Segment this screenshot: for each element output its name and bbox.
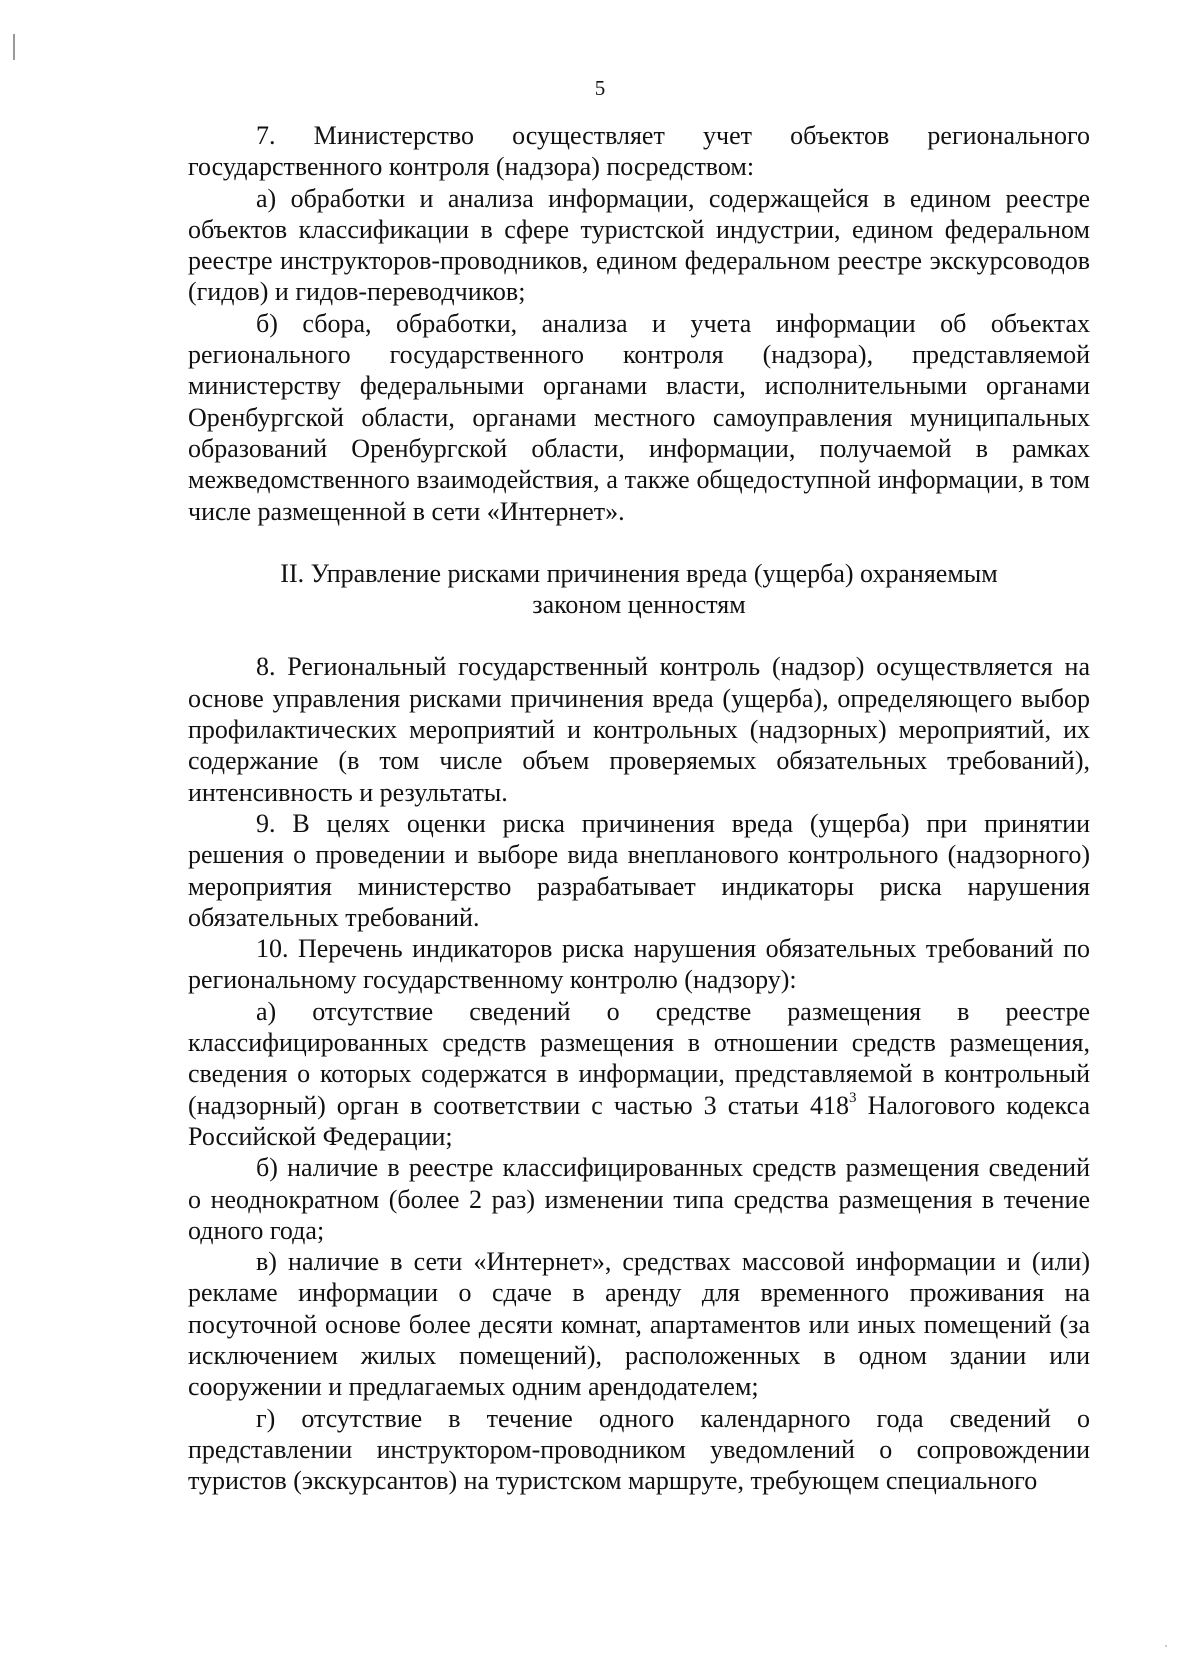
spacer xyxy=(188,620,1090,651)
paragraph-10a xyxy=(188,996,1090,1152)
paragraph-9: 9. В целях оценки риска причинения вреда (ущерба) при принятии решения о проведении и выборе вида внепланового контрольного (надзорного) мероприятия министерство разрабатывает индикаторы риска нарушения обязательных требований. xyxy=(188,808,1090,932)
paragraph-7a: а) обработки и анализа информации, содержащейся в едином реестре объектов классификации в сфере туристской индустрии, едином федеральном реестре инструкторов-проводников, едином федеральном реестре экскурсоводов (гидов) и гидов-переводчиков; xyxy=(188,183,1090,307)
paragraph-7: 7. Министерство осуществляет учет объектов регионального государственного контроля (надзора) посредством: xyxy=(188,121,1090,182)
paragraph-8: 8. Региональный государственный контроль (надзор) осуществляется на основе управления рисками причинения вреда (ущерба), определяющего выбор профилактических мероприятий и контрольных (надзорных) мероприятий, их содержание (в том числе объем проверяемых обязательных требований), интенсивность и результаты. xyxy=(188,652,1090,807)
item-a-text: а) отсутствие сведений о средстве размещения в реестре классифицированных средств размещения в отношении средств размещения, сведения о которых содержатся в информации, представляемой в контрольный (надзорный) орган в соответствии с частью 3 статьи 418 xyxy=(188,996,1090,1120)
paragraph-10b: б) наличие в реестре классифицированных средств размещения сведений о неоднократном (более 2 раз) изменении типа средства размещения в течение одного года; xyxy=(188,1153,1090,1245)
paragraph-10: 10. Перечень индикаторов риска нарушения обязательных требований по региональному государственному контролю (надзору): xyxy=(188,934,1090,995)
document-body xyxy=(188,120,1090,1496)
paragraph-7b: б) сбора, обработки, анализа и учета информации об объектах регионального государственного контроля (надзора), представляемой министерству федеральными органами власти, исполнительными органами Оренбургской области, органами местного самоуправления муниципальных образований Оренбургской области, информации, получаемой в рамках межведомственного взаимодействия, а также общедоступной информации, в том числе размещенной в сети «Интернет». xyxy=(188,308,1090,526)
section-heading: II. Управление рисками причинения вреда (ущерба) охраняемым законом ценностям xyxy=(280,558,998,620)
page-number: 5 xyxy=(594,76,606,100)
scan-speck xyxy=(1165,1645,1167,1647)
paragraph-10g: г) отсутствие в течение одного календарного года сведений о представлении инструктором-проводником уведомлений о сопровождении туристов (экскурсантов) на туристском маршруте, требующем специального xyxy=(188,1403,1090,1496)
spacer xyxy=(188,527,1090,558)
item-a-text-end: Налогового кодекса Российской Федерации; xyxy=(188,1090,1090,1151)
paragraph-10v: в) наличие в сети «Интернет», средствах массовой информации и (или) рекламе информации о сдаче в аренду для временного проживания на посуточной основе более десяти комнат, апартаментов или иных помещений (за исключением жилых помещений), расположенных в одном здании или сооружении и предлагаемых одним арендодателем; xyxy=(188,1247,1090,1402)
item-a-superscript: 3 xyxy=(849,1089,857,1106)
scan-edge-mark xyxy=(13,34,15,60)
